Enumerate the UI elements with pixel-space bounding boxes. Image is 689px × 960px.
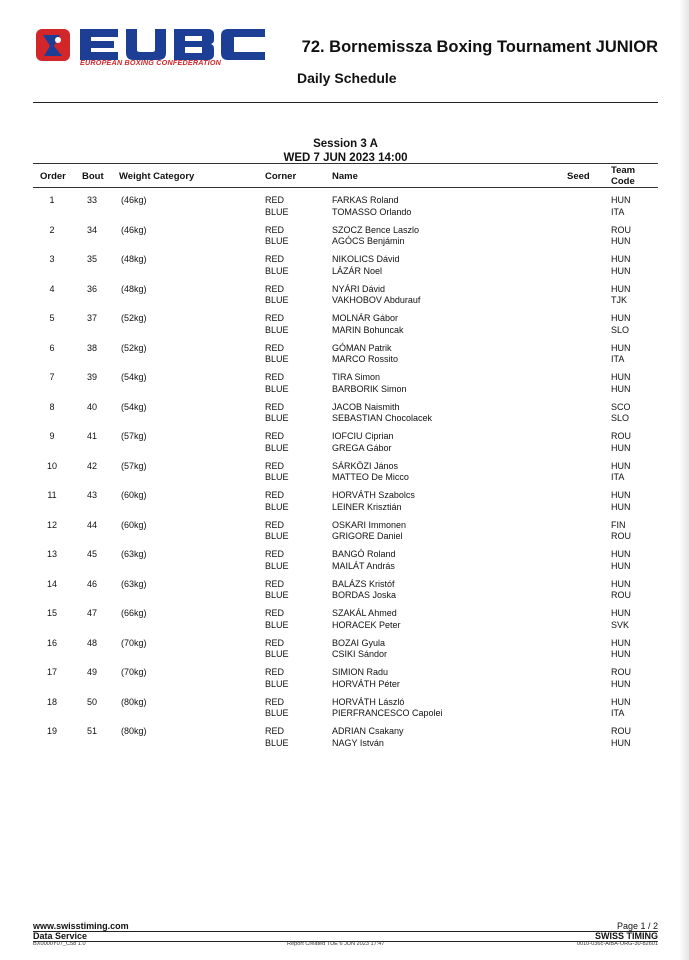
bout-number: 40 [86,401,97,412]
red-boxer-name: SÁRKÖZI János [332,460,399,471]
red-team-code: SCO [611,401,631,412]
footer-website: www.swisstiming.com [33,921,129,931]
blue-corner-label: BLUE [265,678,289,689]
red-corner-label: RED [265,460,285,471]
red-corner-label: RED [265,578,285,589]
blue-team-code: SVK [611,619,630,630]
table-row [0,343,689,373]
weight-category: (46kg) [121,195,147,205]
bout-order: 8 [49,401,55,412]
red-team-code: HUN [611,283,631,294]
blue-team-code: ITA [611,708,625,718]
red-team-code: HUN [611,578,631,589]
weight-category: (46kg) [121,224,147,235]
blue-team-code: HUN [611,236,631,246]
blue-corner-label: BLUE [265,472,289,482]
bout-order: 17 [46,667,57,677]
bout-number: 39 [86,372,97,382]
bout-order: 2 [49,224,55,235]
bout-number: 34 [86,224,97,235]
red-boxer-name: BANGÓ Roland [332,549,396,559]
red-corner-label: RED [265,637,285,648]
red-team-code: HUN [611,342,631,353]
red-corner-label: RED [265,372,285,382]
weight-category: (60kg) [121,490,147,500]
red-corner-label: RED [265,726,285,736]
red-boxer-name: BOZAI Gyula [332,637,386,648]
table-row [0,372,689,402]
blue-corner-label: BLUE [265,206,289,217]
red-boxer-name: SZAKÁL Ahmed [332,608,397,618]
logo-letter-b [174,29,214,60]
blue-boxer-name: PIERFRANCESCO Capolei [332,708,443,718]
red-boxer-name: BALÁZS Kristóf [332,578,395,589]
red-boxer-name: IOFCIU Ciprian [332,431,394,441]
red-team-code: HUN [611,313,631,323]
red-team-code: HUN [611,608,631,618]
blue-team-code: SLO [611,413,630,423]
blue-boxer-name: AGÓCS Benjámin [332,236,405,246]
bout-number: 46 [86,578,97,589]
red-team-code: HUN [611,637,631,648]
blue-boxer-name: LÁZÁR Noel [332,265,383,276]
weight-category: (54kg) [121,401,147,412]
red-team-code: HUN [611,549,631,559]
table-row [0,225,689,255]
footer-swiss-timing: SWISS TIMING [595,931,658,941]
table-row [0,490,689,520]
red-team-code: HUN [611,195,631,205]
red-boxer-name: FARKAS Roland [332,195,399,205]
weight-category: (48kg) [121,283,147,294]
bout-number: 37 [86,313,97,323]
weight-category: (52kg) [121,342,147,353]
blue-team-code: HUN [611,678,631,689]
red-team-code: HUN [611,460,631,471]
blue-corner-label: BLUE [265,619,289,630]
table-header-rule-bottom [33,187,658,188]
blue-boxer-name: BORDAS Joska [332,590,397,600]
logo-letter-e [80,29,118,60]
red-corner-label: RED [265,224,285,235]
blue-corner-label: BLUE [265,442,289,453]
blue-boxer-name: GREGA Gábor [332,442,392,453]
blue-team-code: ITA [611,206,625,217]
blue-corner-label: BLUE [265,324,289,335]
blue-corner-label: BLUE [265,531,289,541]
column-header-name: Name [332,171,358,182]
bout-order: 1 [49,195,55,205]
red-boxer-name: HORVÁTH László [332,696,405,707]
blue-team-code: TJK [611,295,628,305]
blue-team-code: SLO [611,324,630,335]
blue-corner-label: BLUE [265,649,289,659]
blue-team-code: HUN [611,501,631,512]
footer-page-number: Page 1 / 2 [616,921,658,931]
blue-boxer-name: TOMASSO Orlando [332,206,412,217]
table-row [0,313,689,343]
blue-corner-label: BLUE [265,737,289,748]
table-row [0,461,689,491]
blue-boxer-name: LEINER Krisztián [332,501,402,512]
red-boxer-name: GÓMAN Patrik [332,342,392,353]
blue-team-code: HUN [611,442,631,453]
column-header-team-code [611,165,635,187]
bout-order: 9 [49,431,55,441]
blue-corner-label: BLUE [265,383,289,394]
bout-order: 5 [49,313,55,323]
table-row [0,579,689,609]
weight-category: (63kg) [121,578,147,589]
weight-category: (48kg) [121,254,147,264]
column-header-team-line1: Team [611,165,636,176]
red-boxer-name: NIKOLICS Dávid [332,254,400,264]
blue-team-code: HUN [611,737,631,748]
blue-corner-label: BLUE [265,590,289,600]
bout-order: 15 [46,608,57,618]
weight-category: (80kg) [121,726,147,736]
weight-category: (52kg) [121,313,147,323]
column-header-weight-category: Weight Category [119,171,195,182]
red-team-code: ROU [611,431,631,441]
table-row [0,667,689,697]
red-corner-label: RED [265,696,285,707]
bout-order: 19 [46,726,57,736]
blue-boxer-name: GRIGORE Daniel [332,531,403,541]
bout-number: 35 [86,254,97,264]
blue-team-code: ROU [611,531,631,541]
red-team-code: HUN [611,254,631,264]
blue-boxer-name: BARBORIK Simon [332,383,407,394]
table-row [0,431,689,461]
weight-category: (63kg) [121,549,147,559]
blue-team-code: ITA [611,472,625,482]
bout-order: 12 [46,519,57,530]
red-boxer-name: SIMION Radu [332,667,389,677]
blue-boxer-name: MAILÁT András [332,560,395,571]
footer-report-created: Report Created TUE 6 JUN 2023 17:47 [287,941,385,947]
footer-data-service: Data Service [33,931,88,941]
blue-boxer-name: HORACEK Peter [332,619,401,630]
red-corner-label: RED [265,431,285,441]
bout-number: 33 [86,195,97,205]
red-team-code: ROU [611,667,631,677]
blue-team-code: HUN [611,560,631,571]
bout-order: 7 [49,372,55,382]
weight-category: (54kg) [121,372,147,382]
bout-list [0,195,689,756]
red-corner-label: RED [265,195,285,205]
red-boxer-name: NYÁRI Dávid [332,283,386,294]
red-team-code: ROU [611,726,631,736]
footer-document-code: BX0000Y07_C58 1.0 [33,941,86,947]
blue-boxer-name: VAKHOBOV Abdurauf [332,295,421,305]
blue-boxer-name: NAGY István [332,737,384,748]
column-header-team-line2: Code [611,176,635,187]
table-row [0,549,689,579]
session-name: Session 3 A [313,138,378,150]
blue-corner-label: BLUE [265,560,289,571]
blue-boxer-name: SEBASTIAN Chocolacek [332,413,433,423]
weight-category: (70kg) [121,637,147,648]
red-corner-label: RED [265,283,285,294]
blue-team-code: ROU [611,590,631,600]
weight-category: (57kg) [121,431,147,441]
red-team-code: ROU [611,224,631,235]
bout-number: 43 [86,490,97,500]
red-corner-label: RED [265,667,285,677]
table-row [0,520,689,550]
blue-boxer-name: MATTEO De Micco [332,472,409,482]
blue-team-code: ITA [611,354,625,364]
session-heading [33,137,658,165]
table-row [0,697,689,727]
red-corner-label: RED [265,519,285,530]
bout-number: 49 [86,667,97,677]
bout-order: 18 [46,696,57,707]
column-header-seed: Seed [567,171,590,182]
eubc-logo [34,26,268,70]
blue-boxer-name: MARIN Bohuncak [332,324,404,335]
bout-number: 48 [86,637,97,648]
session-date-time: WED 7 JUN 2023 14:00 [283,152,408,164]
red-corner-label: RED [265,608,285,618]
column-header-order: Order [40,171,66,182]
blue-boxer-name: CSIKI Sándor [332,649,388,659]
blue-corner-label: BLUE [265,236,289,246]
blue-corner-label: BLUE [265,413,289,423]
bout-number: 38 [86,342,97,353]
blue-team-code: HUN [611,649,631,659]
red-corner-label: RED [265,313,285,323]
blue-corner-label: BLUE [265,708,289,718]
table-header-rule-top [33,163,658,164]
blue-corner-label: BLUE [265,501,289,512]
logo-emblem-dot [55,37,61,43]
red-corner-label: RED [265,254,285,264]
bout-number: 42 [86,460,97,471]
bout-number: 41 [86,431,97,441]
footer-rule [33,931,658,932]
bout-order: 14 [46,578,57,589]
weight-category: (80kg) [121,696,147,707]
blue-corner-label: BLUE [265,295,289,305]
table-row [0,402,689,432]
red-team-code: FIN [611,519,626,530]
red-boxer-name: MOLNÁR Gábor [332,313,399,323]
logo-letter-u [126,29,166,60]
blue-boxer-name: MARCO Rossito [332,354,399,364]
weight-category: (57kg) [121,460,147,471]
red-boxer-name: TIRA Simon [332,372,381,382]
red-boxer-name: SZOCZ Bence Laszlo [332,224,420,235]
red-corner-label: RED [265,401,285,412]
red-boxer-name: JACOB Naismith [332,401,400,412]
header-divider [33,102,658,103]
table-row [0,254,689,284]
bout-order: 16 [46,637,57,648]
red-corner-label: RED [265,342,285,353]
weight-category: (70kg) [121,667,147,677]
bout-order: 10 [46,460,57,471]
red-boxer-name: OSKARI Immonen [332,519,407,530]
logo-letter-c [221,29,265,60]
bout-order: 11 [47,490,57,500]
bout-order: 4 [49,283,55,294]
tournament-title: 72. Bornemissza Boxing Tournament JUNIOR [301,38,658,56]
red-team-code: HUN [611,372,631,382]
blue-corner-label: BLUE [265,354,289,364]
footer-reference: 0010-036c-AIBA-ORG-30-82601 [576,941,658,947]
weight-category: (66kg) [121,608,147,618]
table-row [0,638,689,668]
column-header-bout: Bout [82,171,104,182]
bout-number: 36 [86,283,97,294]
red-boxer-name: ADRIAN Csakany [332,726,404,736]
blue-corner-label: BLUE [265,265,289,276]
blue-team-code: HUN [611,383,631,394]
bout-order: 13 [46,549,57,559]
red-team-code: HUN [611,490,631,500]
document-title: Daily Schedule [297,70,397,86]
table-row [0,608,689,638]
logo-tagline: EUROPEAN BOXING CONFEDERATION [80,58,222,67]
weight-category: (60kg) [121,519,147,530]
table-row [0,726,689,756]
column-header-corner: Corner [265,171,297,182]
bout-number: 47 [86,608,97,618]
blue-team-code: HUN [611,265,631,276]
red-boxer-name: HORVÁTH Szabolcs [332,490,415,500]
red-corner-label: RED [265,490,285,500]
red-team-code: HUN [611,696,631,707]
red-corner-label: RED [265,549,285,559]
bout-number: 44 [86,519,97,530]
bout-order: 6 [49,342,55,353]
bout-order: 3 [49,254,55,264]
bout-number: 51 [86,726,97,736]
table-row [0,284,689,314]
bout-number: 45 [86,549,97,559]
blue-boxer-name: HORVÁTH Péter [332,678,400,689]
bout-number: 50 [86,696,97,707]
table-row [0,195,689,225]
